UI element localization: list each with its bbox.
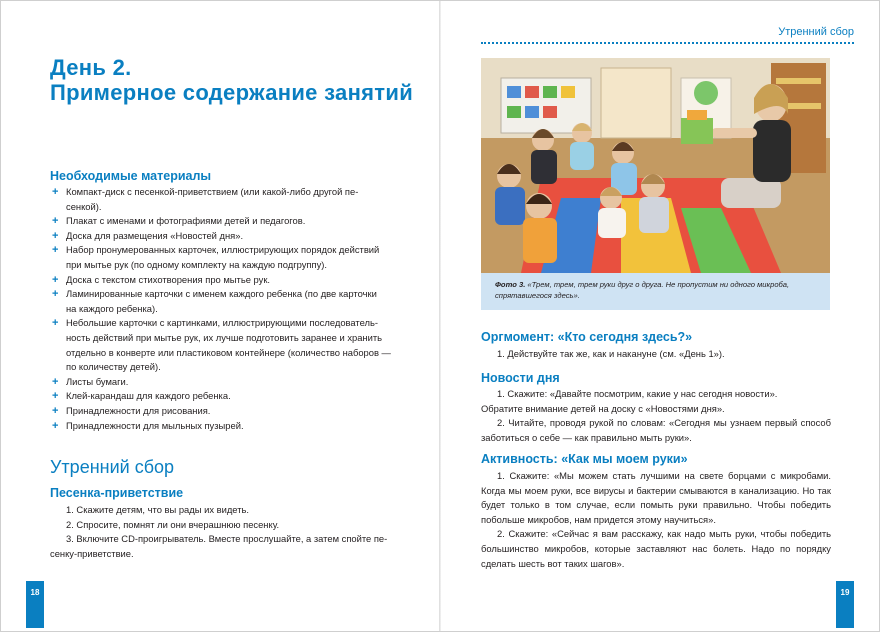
right-page xyxy=(441,0,880,632)
plus-bullet-icon: + xyxy=(52,375,59,388)
section-body-activity xyxy=(481,469,831,571)
paragraph: 1. Скажите: «Мы можем стать лучшими на свете борцами с микробами. Когда мы моем руки, все вирусы и бактерии смываются в канализацию. Но так будет только в том случае, если помыть руки правильно. Чтобы победить побольше микробов, нам придется этому научиться». xyxy=(481,470,831,525)
page-number-right: 19 xyxy=(840,588,850,597)
plus-bullet-icon: + xyxy=(52,317,59,330)
title-line-1: День 2. xyxy=(50,55,132,80)
materials-item xyxy=(52,404,402,419)
section-heading-news: Новости дня xyxy=(481,371,560,385)
materials-item xyxy=(52,287,402,316)
song-step: 3. Включите CD-проигрыватель. Вместе прослушайте, а затем спойте пе- сенку-приветствие. xyxy=(50,533,388,559)
song-heading: Песенка-приветствие xyxy=(50,486,184,500)
materials-item-text: Доска для размещения «Новостей дня». xyxy=(66,229,244,241)
materials-item xyxy=(52,185,402,214)
materials-item xyxy=(52,375,402,390)
materials-item-text: Клей-карандаш для каждого ребенка. xyxy=(66,390,231,402)
song-steps xyxy=(50,503,400,561)
page-number-tab-right xyxy=(836,581,854,628)
photo-caption xyxy=(481,273,830,310)
materials-item-text: Принадлежности для рисования. xyxy=(66,404,211,416)
plus-bullet-icon: + xyxy=(52,404,59,417)
materials-item-text: Компакт-диск с песенкой-приветствием (или какой-либо другой пе- сенкой). xyxy=(66,186,359,212)
materials-item xyxy=(52,389,402,404)
song-step: 2. Спросите, помнят ли они вчерашнюю песенку. xyxy=(66,518,280,530)
section-body-rollcall xyxy=(481,347,831,362)
section-body-news xyxy=(481,387,831,445)
dotted-rule xyxy=(481,42,854,44)
materials-item-text: Ламинированные карточки с именем каждого ребенка (по две карточки на каждого ребенка). xyxy=(66,288,377,314)
materials-item-text: Плакат с именами и фотографиями детей и педагогов. xyxy=(66,215,306,227)
plus-bullet-icon: + xyxy=(52,419,59,432)
photo-caption-label: Фото 3. xyxy=(495,280,526,289)
plus-bullet-icon: + xyxy=(52,244,59,257)
plus-bullet-icon: + xyxy=(52,288,59,301)
materials-item-text: Небольшие карточки с картинками, иллюстрирующими последователь- ность действий при мытье рук, их лучше подготовить заранее и хранить отдельно в конверте или пластиковом контейнере (количество наборов — по количеству детей). xyxy=(66,317,391,373)
materials-item xyxy=(52,214,402,229)
page-number-left: 18 xyxy=(30,588,40,597)
plus-bullet-icon: + xyxy=(52,215,59,228)
plus-bullet-icon: + xyxy=(52,273,59,286)
plus-bullet-icon: + xyxy=(52,186,59,198)
materials-list xyxy=(52,185,402,433)
materials-item-text: Принадлежности для мыльных пузырей. xyxy=(66,419,244,431)
materials-item-text: Листы бумаги. xyxy=(66,375,129,387)
page-number-tab-left xyxy=(26,581,44,628)
section-heading-rollcall: Оргмомент: «Кто сегодня здесь?» xyxy=(481,330,693,344)
materials-item xyxy=(52,243,402,272)
materials-item xyxy=(52,229,402,244)
plus-bullet-icon: + xyxy=(52,229,59,242)
materials-heading: Необходимые материалы xyxy=(50,169,212,183)
materials-item-text: Набор пронумерованных карточек, иллюстрирующих порядок действий при мытье рук (по одному комплекту на каждую подгруппу). xyxy=(66,244,380,270)
page-title xyxy=(50,55,420,105)
paragraph: 2. Читайте, проводя рукой по словам: «Сегодня мы узнаем первый способ заботиться о себе — как правильно мыть руки». xyxy=(481,417,831,443)
materials-item xyxy=(52,316,402,374)
title-line-2: Примерное содержание занятий xyxy=(50,80,414,105)
running-head: Утренний сбор xyxy=(778,26,854,38)
plus-bullet-icon: + xyxy=(52,390,59,403)
materials-item xyxy=(52,273,402,288)
section-heading-activity: Активность: «Как мы моем руки» xyxy=(481,452,688,466)
paragraph: 1. Скажите: «Давайте посмотрим, какие у нас сегодня новости». Обратите внимание детей на доску с «Новостями дня». xyxy=(481,388,778,414)
materials-item xyxy=(52,419,402,434)
classroom-photo xyxy=(481,58,830,273)
materials-item-text: Доска с текстом стихотворения про мытье рук. xyxy=(66,273,271,285)
song-step: 1. Скажите детям, что вы рады их видеть. xyxy=(66,504,249,515)
photo-caption-text: «Трем, трем, трем руки друг о друга. Не пропустим ни одного микроба, спрятавшегося здесь». xyxy=(495,280,790,300)
paragraph: 1. Действуйте так же, как и накануне (см. «День 1»). xyxy=(497,348,725,359)
morning-heading: Утренний сбор xyxy=(50,457,175,477)
left-page xyxy=(0,0,439,632)
paragraph: 2. Скажите: «Сейчас я вам расскажу, как надо мыть руки, чтобы победить большинство микробов, которые заставляют нас болеть. Надо по порядку сделать шесть вот таких шагов». xyxy=(481,528,831,569)
